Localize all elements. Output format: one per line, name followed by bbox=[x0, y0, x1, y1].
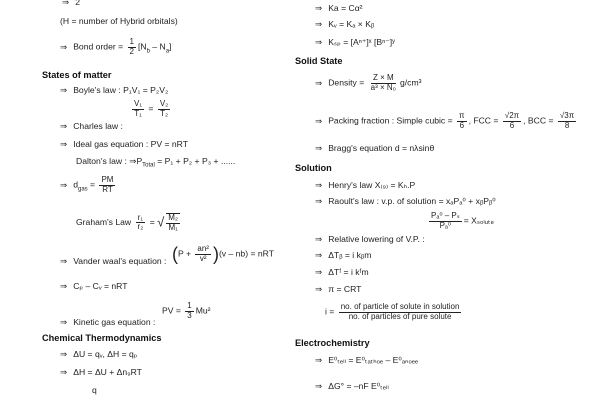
implies-icon: ⇒ bbox=[60, 139, 68, 149]
bottom-fragment: q bbox=[92, 385, 97, 395]
top-fragment: ⇒ 2 bbox=[62, 0, 80, 8]
vander-waals-expr: (P + $\frac{\text{an²}}{\text{v²}}$ )(v – nb) = nRT bbox=[172, 244, 274, 264]
implies-icon: ⇒ bbox=[129, 156, 137, 166]
ecell-eq: ⇒ E⁰ₜₑₗₗ = E⁰ₜₐₜₕₒₑ – E⁰ₐₙₒₑₑ bbox=[315, 355, 419, 365]
rlvp-expr: $\frac{\text{Pₐ⁰ – Pₛ}}{\text{Pₐ⁰}}$ = Xₛₒₗᵤₜₑ bbox=[431, 211, 494, 230]
raoult-law: ⇒ Raoult's law : v.p. of solution = xₐPₐ⁰ + xᵦPᵦ⁰ bbox=[315, 196, 496, 206]
charles-law: ⇒ Charles law : bbox=[60, 121, 123, 131]
implies-icon: ⇒ bbox=[315, 3, 323, 13]
implies-icon: ⇒ bbox=[60, 281, 68, 291]
gas-density: ⇒ $d_{gas}$ = $\frac{PM}{RT}$ bbox=[60, 175, 114, 194]
kinetic-gas: ⇒ Kinetic gas equation : bbox=[60, 317, 156, 327]
states-heading: States of matter bbox=[42, 70, 112, 80]
electrochem-heading: Electrochemistry bbox=[295, 338, 370, 348]
cp-cv: ⇒ Cₚ – Cᵥ = nRT bbox=[60, 281, 128, 291]
vanthoff-factor: i = $\frac{\text{no. of particle of solute in solution}}{\text{no. of particles of pure solute}}$ bbox=[325, 302, 460, 321]
charles-fraction: $\frac{\text{V₁}}{\text{T₁}}$ = $\frac{\text{V₂}}{\text{T₂}}$ bbox=[134, 99, 169, 118]
gibbs-eq: ⇒ ΔG° = –nF E⁰ₜₑₗₗ bbox=[315, 381, 389, 391]
packing-fraction: ⇒ Packing fraction : Simple cubic = $\frac{\pi}{6}$ , FCC = $\frac{√2\pi}{6}$ , BCC = $\frac{√3\pi}{8}$ bbox=[315, 111, 575, 130]
thermo-eq-2: ⇒ ΔH = ΔU + Δn₉RT bbox=[60, 367, 142, 377]
solid-state-heading: Solid State bbox=[295, 56, 343, 66]
implies-icon: ⇒ bbox=[60, 121, 68, 131]
implies-icon: ⇒ bbox=[60, 367, 68, 377]
freezing-depression: ⇒ ΔTᶠ = i kᶠm bbox=[315, 267, 369, 277]
henry-law: ⇒ Henry's law X₍₉₎ = Kₕ.P bbox=[315, 180, 416, 190]
implies-icon: ⇒ bbox=[315, 77, 323, 88]
implies-icon: ⇒ bbox=[60, 179, 68, 190]
hybrid-note: (H = number of Hybrid orbitals) bbox=[60, 16, 178, 26]
implies-icon: ⇒ bbox=[315, 37, 323, 47]
implies-icon: ⇒ bbox=[315, 284, 323, 294]
half-fraction: $\frac{1}{2}$ bbox=[129, 37, 134, 56]
implies-icon: ⇒ bbox=[60, 256, 68, 266]
right-column bbox=[295, 0, 595, 400]
implies-icon: ⇒ bbox=[315, 143, 323, 153]
rlvp: ⇒ Relative lowering of V.P. : bbox=[315, 234, 425, 244]
bond-order-eq: ⇒ Bond order = $\frac{1}{2}$ $[N_b - N_a]$ bbox=[60, 37, 172, 56]
left-column bbox=[0, 0, 290, 400]
ideal-gas: ⇒ Ideal gas equation : PV = nRT bbox=[60, 139, 188, 149]
boyle-law: ⇒ Boyle's law : P₁V₁ = P₂V₂ bbox=[60, 85, 169, 95]
chem-thermo-heading: Chemical Thermodynamics bbox=[42, 333, 162, 343]
thermo-eq-1: ⇒ ΔU = qᵥ, ΔH = qₚ bbox=[60, 349, 138, 359]
density-eq: ⇒ Density = $\frac{Z \times M}{\text{a³ × N₀}}$ g/cm³ bbox=[315, 73, 422, 92]
implies-icon: ⇒ bbox=[315, 115, 323, 126]
ka-eq: ⇒ Ka = Cα² bbox=[315, 3, 363, 13]
implies-icon: ⇒ bbox=[62, 0, 70, 7]
implies-icon: ⇒ bbox=[315, 19, 323, 29]
implies-icon: ⇒ bbox=[60, 317, 68, 327]
boiling-elevation: ⇒ ΔTᵦ = i kᵦm bbox=[315, 250, 372, 260]
ksp-eq: ⇒ Kₛₚ = [Aⁿ⁺]ˣ [Bⁿ⁻]ʸ bbox=[315, 37, 395, 47]
kinetic-expr: PV = $\frac{1}{3}$ Mu² bbox=[162, 301, 211, 320]
implies-icon: ⇒ bbox=[60, 85, 68, 95]
kw-eq: ⇒ Kᵥ = Kₐ × Kᵦ bbox=[315, 19, 375, 29]
implies-icon: ⇒ bbox=[315, 250, 323, 260]
implies-icon: ⇒ bbox=[60, 349, 68, 359]
osmotic-pressure: ⇒ π = CRT bbox=[315, 284, 362, 294]
solution-heading: Solution bbox=[295, 163, 332, 173]
vander-waals: ⇒ Vander waal's equation : bbox=[60, 256, 167, 266]
graham-law: Graham's Law $\frac{\text{r₁}}{\text{r₂}}$ = √ $\frac{\text{M₂}}{\text{M₁}}$ bbox=[76, 212, 179, 232]
implies-icon: ⇒ bbox=[60, 41, 68, 52]
dalton-law: Dalton's law : $\Rightarrow P_{Total} = P_1 + P_2 + P_3$ + ...... bbox=[76, 156, 236, 169]
implies-icon: ⇒ bbox=[315, 267, 323, 277]
implies-icon: ⇒ bbox=[315, 355, 323, 365]
bragg-eq: ⇒ Bragg's equation d = nλsinθ bbox=[315, 143, 435, 153]
implies-icon: ⇒ bbox=[315, 180, 323, 190]
implies-icon: ⇒ bbox=[315, 196, 323, 206]
implies-icon: ⇒ bbox=[315, 234, 323, 244]
implies-icon: ⇒ bbox=[315, 381, 323, 391]
